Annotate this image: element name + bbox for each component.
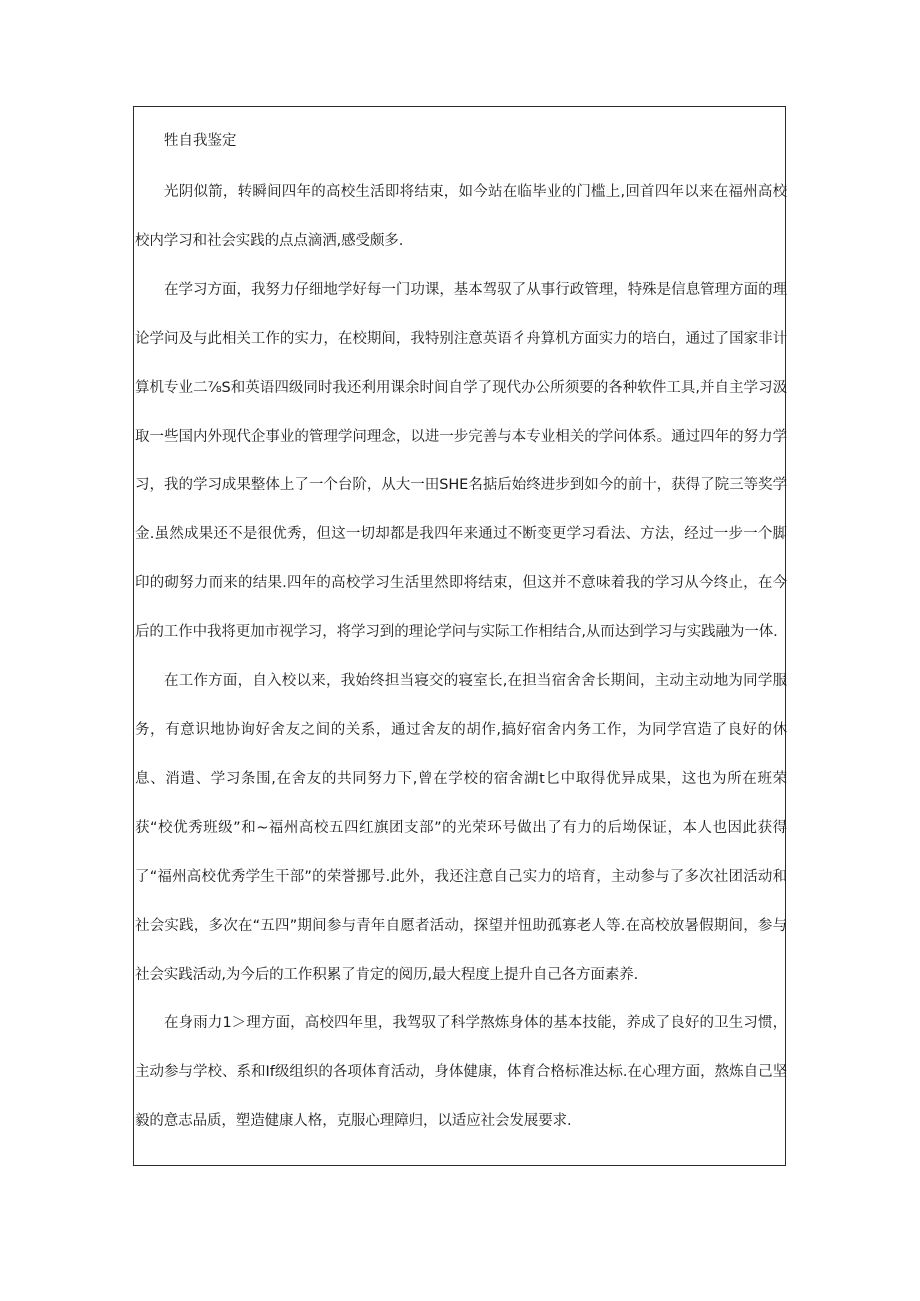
paragraph-health: 在身雨力1＞理方面，高校四年里，我驾驭了科学熬炼身体的基本技能，养成了良好的卫生习惯，主动参与学校、系和If级组织的各项体育活动，身体健康，体育合格标准达标.在心理方面，熬炼自己坚毅的意志品质，塑造健康人格，克服心理障归，以适应社会发展要求. <box>135 1015 787 1130</box>
paragraph-intro: 光阴似箭，转瞬间四年的高校生活即将结束，如今站在临毕业的门槛上,回首四年以来在福州高校校内学习和社会实践的点点滴洒,感受颇多. <box>135 184 787 249</box>
document-body <box>135 124 787 1146</box>
document-title: 牲自我鉴定 <box>164 133 237 149</box>
paragraph-work: 在工作方面，自入校以来，我始终担当寝交的寝室长,在担当宿舍舍长期间，主动主动地为同学服务，有意识地协询好舍友之间的关系，通过舍友的胡作,搞好宿舍内务工作，为同学宫造了良好的休息、消遣、学习条围,在舍友的共同努力下,曾在学校的宿舍湖t匕中取得优异成果，这也为所在班荣获“校优秀班级”和~福州高校五四红旗团支部”的光荣环号做出了有力的后坳保证，本人也因此获得了“福州高校优秀学生干部”的荣誉挪号.此外，我还注意自己实力的培育，主动参与了多次社团活动和社会实践，多次在“五四”期间参与青年自愿者活动，探望并忸助孤寡老人等.在高校放暑假期间，参与社会实践活动,为今后的工作积累了肯定的阅历,最大程度上提升自己各方面素养. <box>135 673 787 983</box>
paragraph-study: 在学习方面，我努力仔细地学好每一门功课，基本驾驭了从事行政管理，特殊是信息管理方面的理论学问及与此相关工作的实力，在校期间，我特别注意英语彳舟算机方面实力的培白，通过了国家非计算机专业二⅞S和英语四级同时我还利用课余时间自学了现代办公所须要的各种软件工具,并自主学习汲取一些国内外现代企事业的管理学问理念，以进一步完善与本专业相关的学问体系。通过四年的努力学习，我的学习成果整体上了一个台阶，从大一田SHE名掂后始终进步到如今的前十，获得了院三等奖学金.虽然成果还不是很优秀，但这一切却都是我四年来通过不断变更学习看法、方法，经过一步一个脚印的砌努力而来的结果.四年的高校学习生活里然即将结束，但这并不意味着我的学习从今终止，在今后的工作中我将更加市视学习，将学习到的理论学问与实际工作相结合,从而达到学习与实践融为一体. <box>135 281 787 641</box>
